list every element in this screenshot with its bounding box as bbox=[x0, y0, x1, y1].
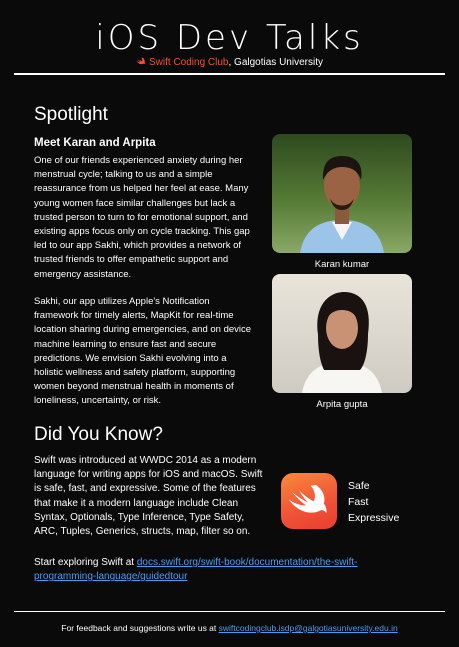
swift-bird-icon bbox=[281, 473, 337, 529]
spotlight-paragraph-1: One of our friends experienced anxiety during her menstrual cycle; talking to us and a simple reassurance from us helped her feel at ease. Many young women face similar challenges but lack a trusted person to turn to for emotional support, and existing apps focus only on cycle tracking. This gap led to our app Sakhi, which provides a network of trusted friends to offer empathetic support and emergency assistance. bbox=[34, 155, 250, 280]
feedback-email-link[interactable]: swiftcodingclub.isdp@galgotiasuniversity.edu.in bbox=[218, 623, 398, 633]
property-fast: Fast bbox=[348, 496, 369, 508]
arpita-photo bbox=[272, 274, 412, 393]
spotlight-paragraph-2: Sakhi, our app utilizes Apple's Notification framework for timely alerts, MapKit for real-time location sharing during emergencies, and on device machine learning to ensure fast and secure predictions. We envision Sakhi evolving into a holistic wellness and safety platform, supporting women beyond menstrual health in moments of loneliness, uncertainty, or risk. bbox=[34, 296, 252, 407]
footer-divider bbox=[14, 611, 445, 612]
explore-prefix: Start exploring Swift at bbox=[34, 557, 137, 568]
header-divider bbox=[14, 73, 445, 75]
university-name: , Galgotias University bbox=[228, 57, 323, 68]
spotlight-heading: Spotlight bbox=[34, 104, 108, 125]
person-silhouette-icon bbox=[272, 134, 412, 253]
spotlight-subheading: Meet Karan and Arpita bbox=[34, 137, 156, 149]
swift-logo bbox=[281, 473, 337, 529]
explore-swift-text bbox=[34, 556, 414, 584]
arpita-caption: Arpita gupta bbox=[316, 399, 368, 410]
karan-photo bbox=[272, 134, 412, 253]
person-silhouette-icon bbox=[272, 274, 412, 393]
footer-text: For feedback and suggestions write us at bbox=[61, 623, 219, 633]
swift-bird-icon bbox=[136, 57, 146, 66]
swift-properties-list bbox=[348, 478, 399, 526]
club-name: Swift Coding Club bbox=[149, 57, 229, 68]
did-you-know-heading: Did You Know? bbox=[34, 424, 163, 445]
property-safe: Safe bbox=[348, 480, 370, 492]
page-subtitle bbox=[0, 57, 459, 68]
footer bbox=[0, 623, 459, 633]
page-title: iOS Dev Talks bbox=[95, 18, 364, 58]
swift-docs-link[interactable]: docs.swift.org/swift-book/documentation/the-swift-programming-language/guidedtour bbox=[34, 557, 358, 583]
property-expressive: Expressive bbox=[348, 512, 400, 524]
karan-caption: Karan kumar bbox=[314, 259, 370, 270]
did-you-know-paragraph: Swift was introduced at WWDC 2014 as a modern language for writing apps for iOS and macOS. Swift is safe, fast, and expressive. Some of the features that make it a modern language include Clean Syntax, Optionals, Type Inference, Type Safety, ARC, Tuples, Generics, structs, map, filter so on. bbox=[34, 455, 263, 538]
